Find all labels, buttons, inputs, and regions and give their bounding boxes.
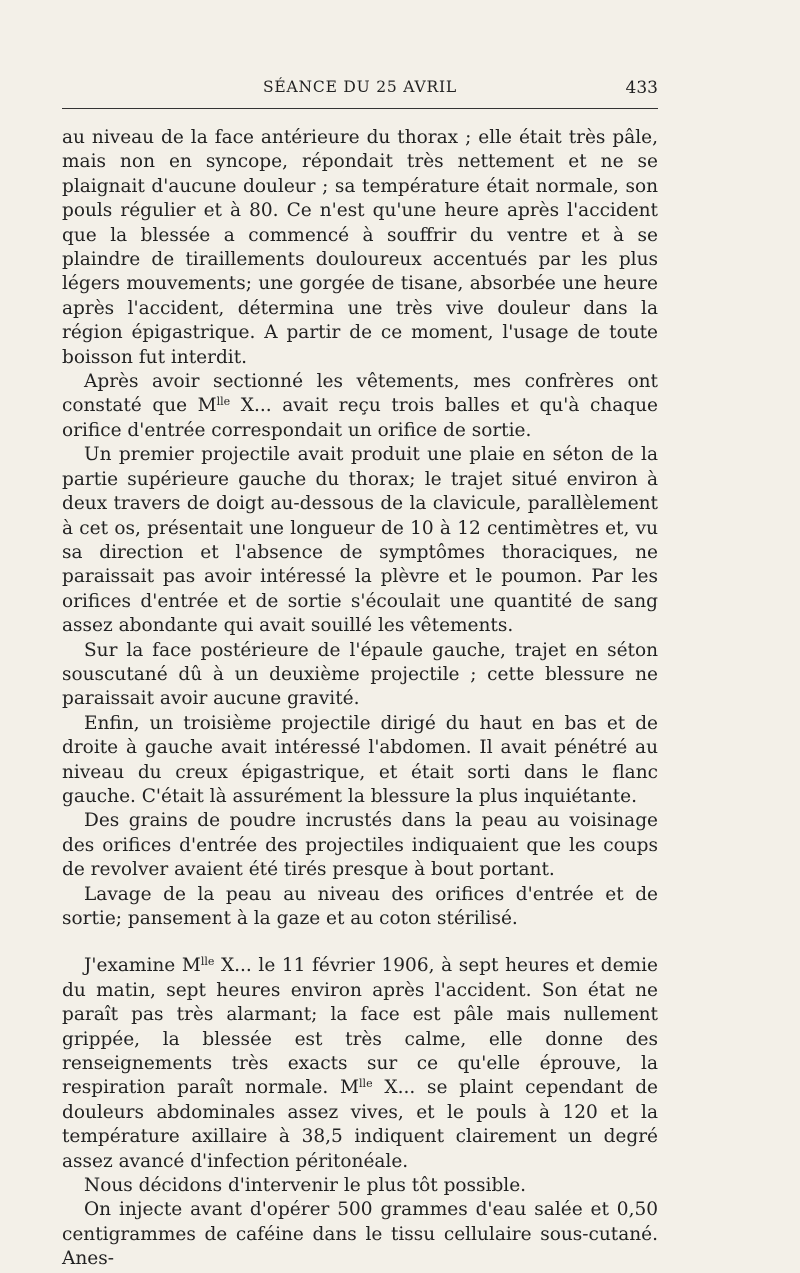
paragraph-2-text-a: Après avoir sectionné les vêtements, mes confrères ont constaté que M [62, 371, 658, 417]
paragraph-5: Enfin, un troisième projectile dirigé du haut en bas et de droite à gauche avait intéressé l'abdomen. Il avait pénétré au niveau du creux épigastrique, et était sorti dans le flanc gauche. C'était là assurément la blessure la plus inquiétante. [62, 712, 658, 807]
paragraph-7: Lavage de la peau au niveau des orifices d'entrée et de sortie; pansement à la gaze et au coton stérilisé. [62, 883, 658, 929]
paragraph-8-text-c: X... se plaint cependant de douleurs abdominales assez vives, et le pouls à 120 et la température axillaire à 38,5 indiquent clairement un degré assez avancé d'infection péritonéale. [62, 1077, 658, 1172]
paragraph-4: Sur la face postérieure de l'épaule gauche, trajet en séton souscutané dû à un deuxième projectile ; cette blessure ne paraissait avoir aucune gravité. [62, 639, 658, 710]
paragraph-3: Un premier projectile avait produit une plaie en séton de la partie supérieure gauche du thorax; le trajet situé environ à deux travers de doigt au-dessous de la clavicule, parallèlement à cet os, présentait une longueur de 10 à 12 centimètres et, vu sa direction et l'absence de symptômes thoraciques, ne paraissait pas avoir intéressé la plèvre et le poumon. Par les orifices d'entrée et de sortie s'écoulait une quantité de sang assez abondante qui avait souillé les vêtements. [62, 444, 658, 637]
paragraph-8 [62, 954, 658, 1174]
paragraph-8-sup-1: lle [200, 955, 215, 969]
paragraph-8-text-a: J'examine M [84, 955, 201, 977]
paragraph-8-text-b: X... le 11 février 1906, à sept heures et demie du matin, sept heures environ après l'accident. Son état ne paraît pas très alarmant; la face est pâle mais nullement grippée, la blessée est très calme, elle donne des renseignements très exacts sur ce qu'elle éprouve, la respiration paraît normale. M [62, 955, 658, 1099]
paragraph-1: au niveau de la face antérieure du thorax ; elle était très pâle, mais non en syncope, répondait très nettement et ne se plaignait d'aucune douleur ; sa température était normale, son pouls régulier et à 80. Ce n'est qu'une heure après l'accident que la blessée a commencé à souffrir du ventre et à se plaindre de tiraillements douloureux accentués par les plus légers mouvements; une gorgée de tisane, absorbée une heure après l'accident, détermina une très vive douleur dans la région épigastrique. A partir de ce moment, l'usage de toute boisson fut interdit. [62, 127, 658, 368]
paragraph-10: On injecte avant d'opérer 500 grammes d'eau salée et 0,50 centigrammes de caféine dans le tissu cellulaire sous-cutané. Anes- [62, 1199, 658, 1270]
body-text [62, 126, 658, 1272]
paragraph-2-text-b: X... avait reçu trois balles et qu'à chaque orifice d'entrée correspondait un orifice de sortie. [62, 395, 658, 441]
page-header [62, 78, 658, 109]
page-number: 433 [625, 78, 658, 98]
paragraph-2-sup: lle [216, 395, 231, 409]
paragraph-2 [62, 370, 658, 443]
paragraph-9: Nous décidons d'intervenir le plus tôt possible. [84, 1175, 527, 1197]
paragraph-6: Des grains de poudre incrustés dans la peau au voisinage des orifices d'entrée des projectiles indiquaient que les coups de revolver avaient été tirés presque à bout portant. [62, 810, 658, 881]
running-head: SÉANCE DU 25 AVRIL [263, 78, 457, 96]
paragraph-8-sup-2: lle [359, 1077, 373, 1091]
